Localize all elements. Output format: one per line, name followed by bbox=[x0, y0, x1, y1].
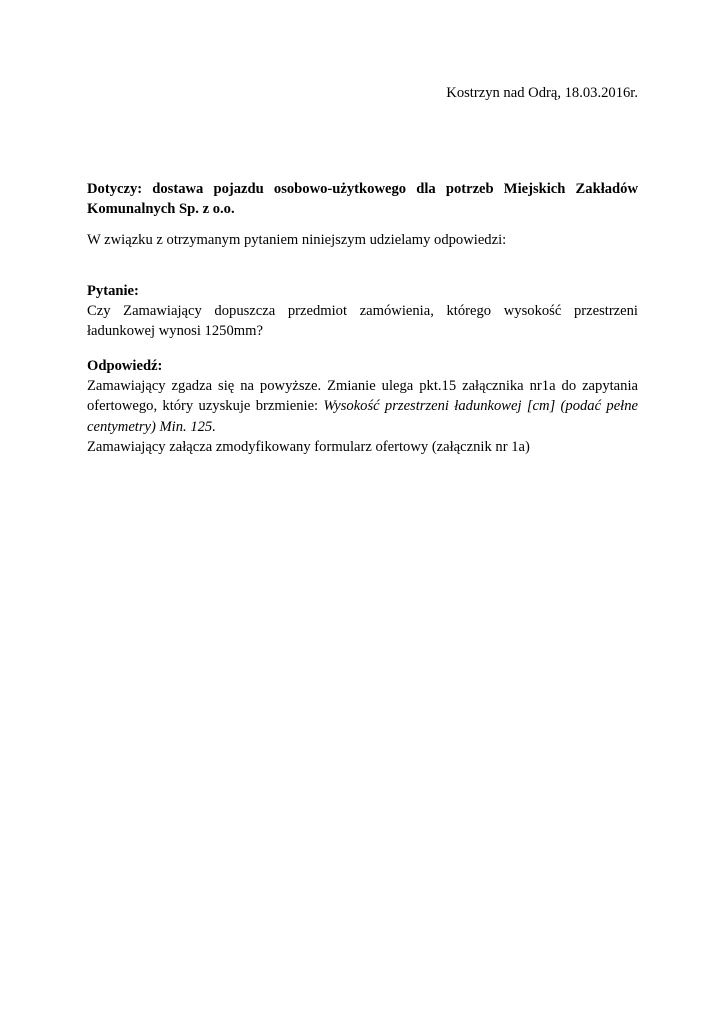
place-date: Kostrzyn nad Odrą, 18.03.2016r. bbox=[446, 85, 638, 101]
question-text-block bbox=[87, 301, 638, 342]
answer-text-part2: Zamawiający załącza zmodyfikowany formularz ofertowy (załącznik nr 1a) bbox=[87, 438, 530, 455]
question-text: Czy Zamawiający dopuszcza przedmiot zamówienia, którego wysokość przestrzeni ładunkowej wynosi 1250mm? bbox=[87, 303, 638, 340]
answer-paragraph bbox=[87, 376, 638, 437]
answer-text-italic: Wysokość przestrzeni ładunkowej [cm] (podać pełne centymetry) Min. 125. bbox=[87, 398, 638, 435]
subject-line: Dotyczy: dostawa pojazdu osobowo-użytkowego dla potrzeb Miejskich Zakładów Komunalnych Sp. z o.o. bbox=[87, 181, 638, 218]
answer-text-part1: Zamawiający zgadza się na powyższe. Zmianie ulega pkt.15 załącznika nr1a do zapytania ofertowego, który uzyskuje brzmienie: bbox=[87, 378, 638, 415]
intro-text: W związku z otrzymanym pytaniem niniejszym udzielamy odpowiedzi: bbox=[87, 232, 507, 248]
answer-heading: Odpowiedź: bbox=[87, 358, 163, 374]
answer-text-block bbox=[87, 376, 638, 457]
question-heading: Pytanie: bbox=[87, 283, 139, 299]
